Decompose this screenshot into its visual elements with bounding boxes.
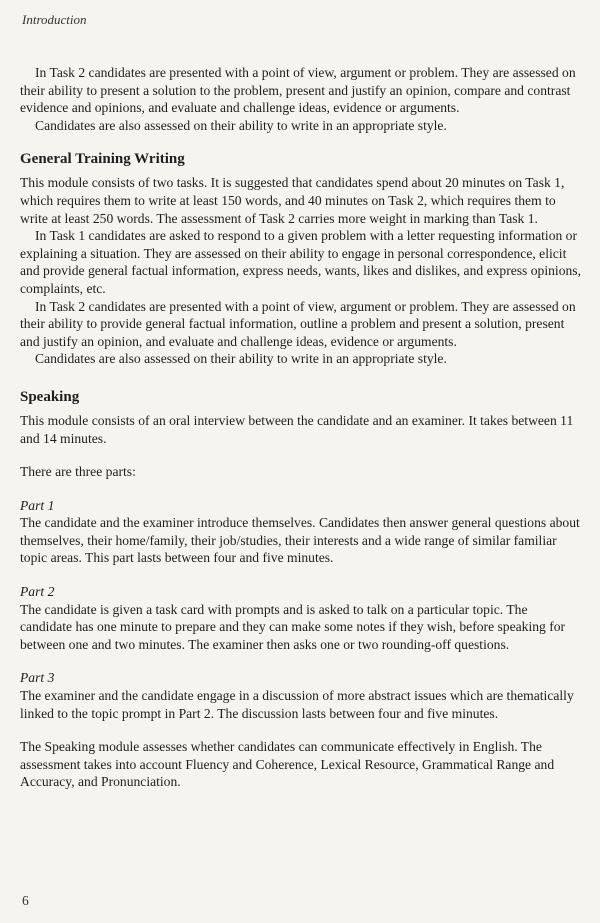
part-3-label: Part 3: [20, 670, 55, 686]
page-number: 6: [22, 893, 29, 908]
gt-paragraph-style: Candidates are also assessed on their ability to write in an appropriate style.: [35, 351, 447, 367]
part-1-label: Part 1: [20, 497, 55, 513]
general-training-heading: General Training Writing: [20, 151, 185, 168]
speaking-paragraph-assessment: The Speaking module assesses whether candidates can communicate effectively in English. The assessment takes into account Fluency and Coherence, Lexical Resource, Grammatical Range and Accuracy, and Pronunciation.: [20, 739, 555, 790]
part-3-text: The examiner and the candidate engage in a discussion of more abstract issues which are thematically linked to the topic prompt in Part 2. The discussion lasts between four and five minutes.: [20, 688, 574, 721]
intro-paragraph-style: Candidates are also assessed on their ability to write in an appropriate style.: [35, 117, 447, 133]
intro-paragraph-task2: In Task 2 candidates are presented with a point of view, argument or problem. They are assessed on their ability to present a solution to the problem, present and justify an opinion, compare and contrast evidence and opinions, and evaluate and challenge ideas, evidence or arguments.: [20, 65, 576, 116]
part-2-label: Part 2: [20, 584, 55, 600]
speaking-heading: Speaking: [20, 388, 80, 405]
gt-paragraph-task1: In Task 1 candidates are asked to respond to a given problem with a letter requesting information or explaining a situation. They are assessed on their ability to engage in personal correspondence, elicit and provide general factual information, express needs, wants, likes and dislikes, and express opinions, complaints, etc.: [20, 228, 581, 296]
page-content: [20, 64, 582, 791]
speaking-paragraph-overview: This module consists of an oral interview between the candidate and an examiner. It takes between 11 and 14 minutes.: [20, 412, 574, 446]
speaking-paragraph-parts: There are three parts:: [20, 464, 136, 480]
part-2-text: The candidate is given a task card with prompts and is asked to talk on a particular topic. The candidate has one minute to prepare and they can make some notes if they wish, before speaking for between one and two minutes. The examiner then asks one or two rounding-off questions.: [20, 601, 566, 652]
gt-paragraph-task2: In Task 2 candidates are presented with a point of view, argument or problem. They are assessed on their ability to provide general factual information, outline a problem and present a solution, present and justify an opinion, and evaluate and challenge ideas, evidence or arguments.: [20, 298, 576, 349]
gt-paragraph-overview: This module consists of two tasks. It is suggested that candidates spend about 20 minutes on Task 1, which requires them to write at least 150 words, and 40 minutes on Task 2, which requires them to write at least 250 words. The assessment of Task 2 carries more weight in marking than Task 1.: [20, 175, 565, 226]
part-1-text: The candidate and the examiner introduce themselves. Candidates then answer general questions about themselves, their home/family, their job/studies, their interests and a wide range of similar familiar topic areas. This part lasts between four and five minutes.: [20, 515, 580, 566]
running-head: Introduction: [22, 12, 87, 27]
